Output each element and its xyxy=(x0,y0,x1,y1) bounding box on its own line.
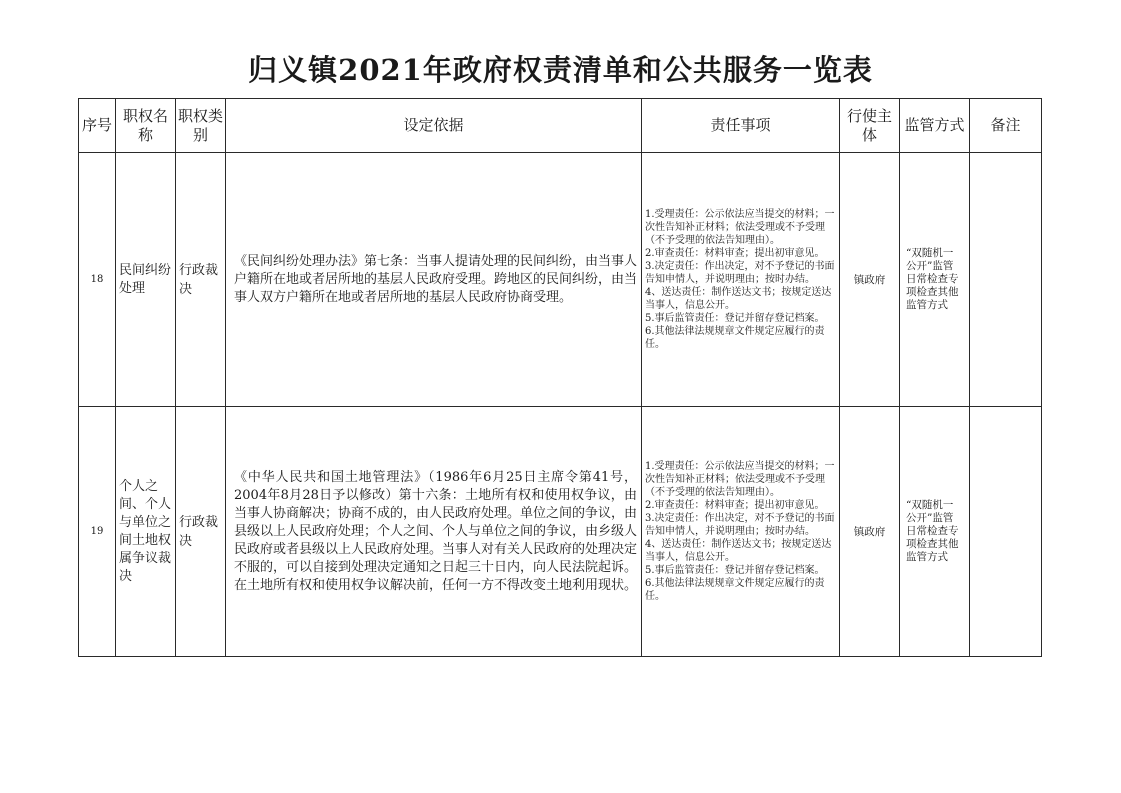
row-name: 个人之间、个人与单位之间土地权属争议裁决 xyxy=(116,407,176,657)
header-actor: 行使主体 xyxy=(840,99,900,153)
row-name: 民间纠纷处理 xyxy=(116,153,176,407)
responsibility-item: 1.受理责任：公示依法应当提交的材料；一次性告知补正材料；依法受理或不予受理（不予受理的依法告知理由）。 xyxy=(645,209,835,246)
row-remarks xyxy=(970,407,1042,657)
header-responsibility: 责任事项 xyxy=(642,99,840,153)
row-seq: 19 xyxy=(79,407,116,657)
responsibility-item: 1.受理责任：公示依法应当提交的材料；一次性告知补正材料；依法受理或不予受理（不予受理的依法告知理由）。 xyxy=(645,461,835,498)
row-remarks xyxy=(970,153,1042,407)
header-seq: 序号 xyxy=(79,99,116,153)
row-category: 行政裁决 xyxy=(176,407,226,657)
responsibility-item: 4、送达责任：制作送达文书；按规定送达当事人，信息公开。 xyxy=(645,287,832,311)
row-category: 行政裁决 xyxy=(176,153,226,407)
table-row xyxy=(79,153,1042,407)
row-actor: 镇政府 xyxy=(840,153,900,407)
header-supervision: 监管方式 xyxy=(900,99,970,153)
row-supervision: “双随机一公开”监管日常检查专项检查其他监管方式 xyxy=(900,407,970,657)
responsibility-item: 2.审查责任：材料审查；提出初审意见。 xyxy=(645,248,825,259)
responsibility-item: 4、送达责任：制作送达文书；按规定送达当事人，信息公开。 xyxy=(645,539,832,563)
row-responsibilities xyxy=(642,153,840,407)
responsibility-item: 2.审查责任：材料审查；提出初审意见。 xyxy=(645,500,825,511)
page-title: 归义镇2021年政府权责清单和公共服务一览表 xyxy=(248,53,873,87)
row-supervision: “双随机一公开”监管日常检查专项检查其他监管方式 xyxy=(900,153,970,407)
responsibility-item: 3.决定责任：作出决定，对不予登记的书面告知申情人，并说明理由；按时办结。 xyxy=(645,261,835,285)
responsibility-item: 3.决定责任：作出决定，对不予登记的书面告知申情人，并说明理由；按时办结。 xyxy=(645,513,835,537)
responsibility-item: 6.其他法律法规规章文件规定应履行的责任。 xyxy=(645,578,825,602)
header-basis: 设定依据 xyxy=(226,99,642,153)
header-remarks: 备注 xyxy=(970,99,1042,153)
row-basis: 《中华人民共和国土地管理法》（1986年6月25日主席令第41号，2004年8月28日予以修改）第十六条：土地所有权和使用权争议，由当事人协商解决；协商不成的，由人民政府处理。单位之间的争议，由县级以上人民政府处理；个人之间、个人与单位之间的争议，由乡级人民政府或者县级以上人民政府处理。当事人对有关人民政府的处理决定不服的，可以自接到处理决定通知之日起三十日内，向人民法院起诉。在土地所有权和使用权争议解决前，任何一方不得改变土地利用现状。 xyxy=(226,407,642,657)
table-row xyxy=(79,407,1042,657)
header-category: 职权类别 xyxy=(176,99,226,153)
header-name: 职权名称 xyxy=(116,99,176,153)
row-basis: 《民间纠纷处理办法》第七条：当事人提请处理的民间纠纷，由当事人户籍所在地或者居所地的基层人民政府受理。跨地区的民间纠纷，由当事人双方户籍所在地或者居所地的基层人民政府协商受理。 xyxy=(226,153,642,407)
power-list-table xyxy=(78,98,1042,657)
row-responsibilities xyxy=(642,407,840,657)
responsibility-item: 5.事后监管责任：登记并留存登记档案。 xyxy=(645,565,825,576)
table-header-row xyxy=(79,99,1042,153)
responsibility-item: 5.事后监管责任：登记并留存登记档案。 xyxy=(645,313,825,324)
row-seq: 18 xyxy=(79,153,116,407)
responsibility-item: 6.其他法律法规规章文件规定应履行的责任。 xyxy=(645,326,825,350)
row-actor: 镇政府 xyxy=(840,407,900,657)
